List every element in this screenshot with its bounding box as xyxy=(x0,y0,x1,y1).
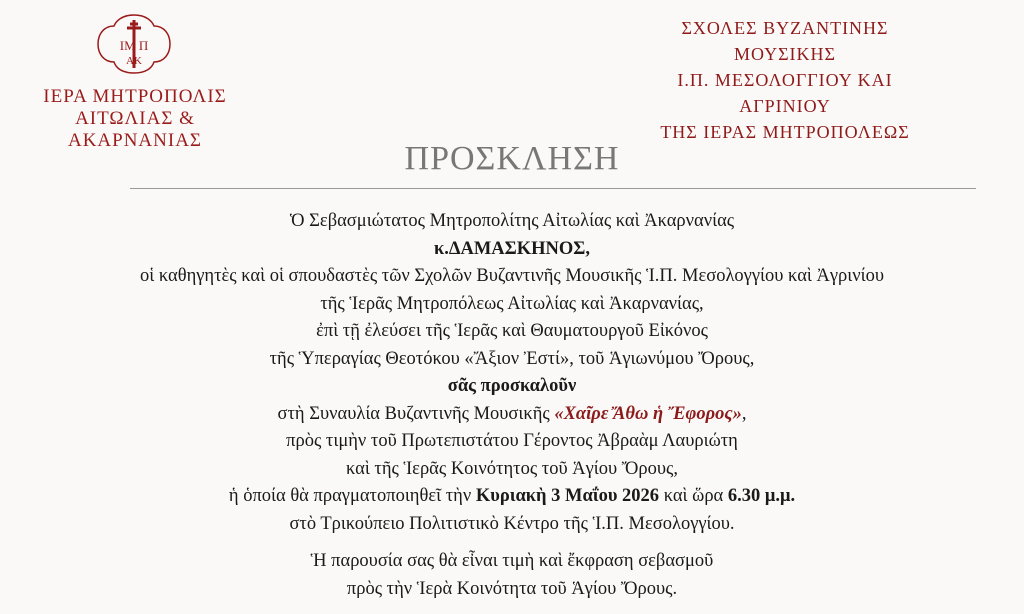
page-title: ΠΡΟΣΚΛΗΣΗ xyxy=(404,140,620,177)
metropolitan-name: κ.ΔΑΜΑΣΚΗΝΟΣ, xyxy=(433,238,591,259)
concert-title: «Χαῖρε Ἄθω ἡ Ἔφορος» xyxy=(554,403,742,424)
text-line xyxy=(0,401,1024,429)
venue-line: στὸ Τρικούπειο Πολιτιστικὸ Κέντρο τῆς Ἱ.Π. Μεσολογγίου. xyxy=(289,513,735,534)
schools-line-1: ΣΧΟΛΕΣ ΒΥΖΑΝΤΙΝΗΣ ΜΟΥΣΙΚΗΣ xyxy=(681,18,889,64)
text-line xyxy=(0,483,1024,511)
schools-line-3: ΤΗΣ ΙΕΡΑΣ ΜΗΤΡΟΠΟΛΕΩΣ xyxy=(660,122,910,142)
text-segment: στὴ Συναυλία Βυζαντινῆς Μουσικῆς xyxy=(277,403,555,424)
schools-line-2: Ι.Π. ΜΕΣΟΛΟΓΓΙΟΥ ΚΑΙ ΑΓΡΙΝΙΟΥ xyxy=(677,70,893,116)
text-line: πρὸς τιμὴν τοῦ Πρωτεπιστάτου Γέροντος Ἀβραὰμ Λαυριώτη xyxy=(286,431,738,451)
text-line: καὶ τῆς Ἱερᾶς Κοινότητος τοῦ Ἁγίου Ὄρους, xyxy=(345,458,679,479)
svg-text:ΙΜ Π: ΙΜ Π xyxy=(119,38,149,53)
divider xyxy=(130,188,976,189)
metropolis-line-2: ΑΙΤΩΛΙΑΣ & ΑΚΑΡΝΑΝΙΑΣ xyxy=(67,108,202,151)
text-line: τῆς Ὑπεραγίας Θεοτόκου «Ἄξιον Ἐστί», τοῦ Ἁγιωνύμου Ὄρους, xyxy=(269,348,755,369)
event-time: 6.30 μ.μ. xyxy=(727,486,796,506)
text-line: πρὸς τὴν Ἱερὰ Κοινότητα τοῦ Ἁγίου Ὄρους. xyxy=(346,578,678,599)
invite-phrase: σᾶς προσκαλοῦν xyxy=(447,376,577,396)
invitation-body xyxy=(0,208,1024,603)
text-line: Ἡ παρουσία σας θὰ εἶναι τιμὴ καὶ ἔκφραση σεβασμοῦ xyxy=(310,551,714,571)
text-segment: , xyxy=(741,403,747,424)
text-segment: ἡ ὁποία θὰ πραγματοποιηθεῖ τὴν xyxy=(228,486,476,506)
text-line: ἐπὶ τῇ ἐλεύσει τῆς Ἱερᾶς καὶ Θαυματουργοῦ Εἰκόνος xyxy=(316,321,708,341)
text-line: Ὁ Σεβασμιώτατος Μητροπολίτης Αἰτωλίας καὶ Ἀκαρνανίας xyxy=(289,211,735,231)
text-line: οἱ καθηγητὲς καὶ οἱ σπουδαστὲς τῶν Σχολῶν Βυζαντινῆς Μουσικῆς Ἱ.Π. Μεσολογγίου καὶ Ἀγρινίου xyxy=(140,266,884,286)
event-date: Κυριακὴ 3 Μαΐου 2026 xyxy=(475,486,660,506)
text-line: τῆς Ἱερᾶς Μητροπόλεως Αἰτωλίας καὶ Ἀκαρνανίας, xyxy=(320,293,704,314)
schools-heading xyxy=(640,15,930,145)
svg-text:ΑΚ: ΑΚ xyxy=(126,55,142,67)
metropolis-seal-logo xyxy=(94,12,174,76)
metropolis-line-1: ΙΕΡΑ ΜΗΤΡΟΠΟΛΙΣ xyxy=(43,86,227,107)
text-segment: καὶ ὥρα xyxy=(659,486,728,506)
